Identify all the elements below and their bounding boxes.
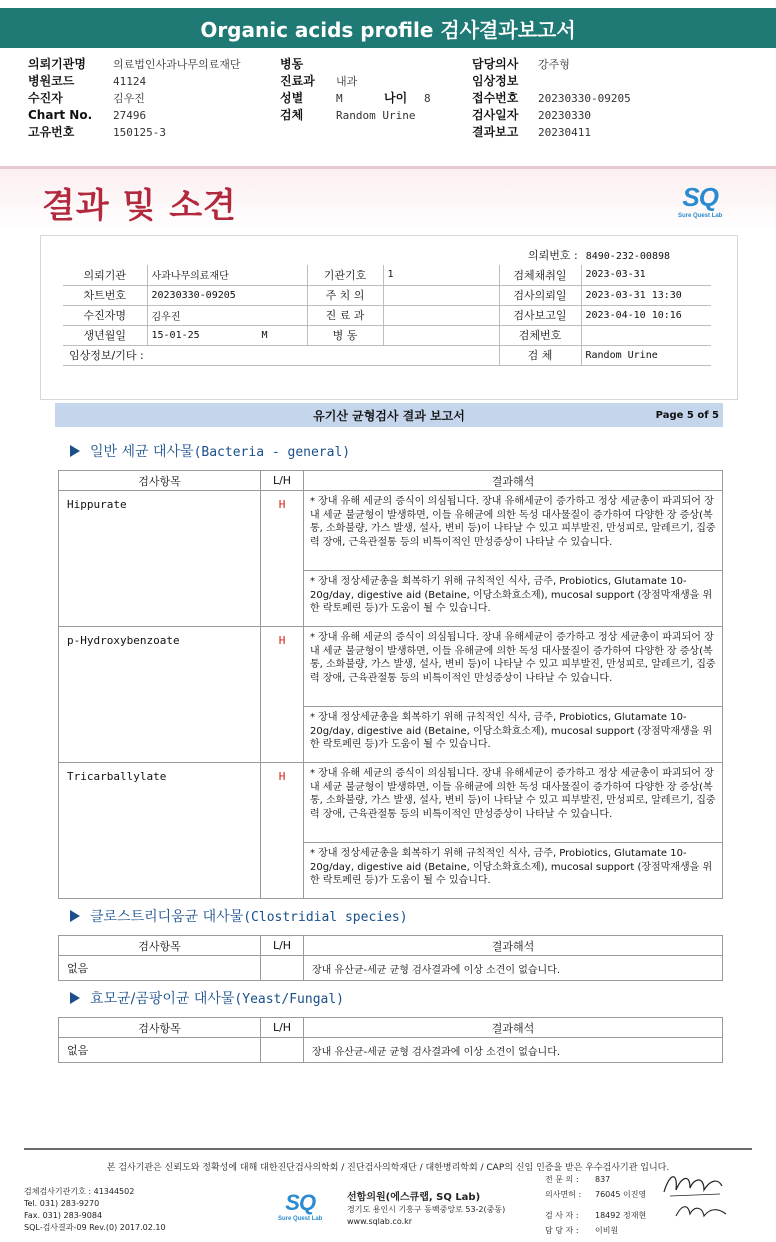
sex: M bbox=[261, 329, 268, 341]
info-row bbox=[63, 345, 711, 365]
header-label: 결과보고 bbox=[472, 125, 519, 139]
signatory-value: 18492 정재현 bbox=[595, 1211, 647, 1220]
header-col-2 bbox=[280, 56, 431, 124]
report-header-bar bbox=[55, 403, 723, 427]
report-title-bar bbox=[0, 8, 776, 48]
signature-doctor bbox=[660, 1168, 730, 1202]
info-value bbox=[383, 285, 499, 305]
column-header: L/H bbox=[261, 936, 304, 956]
signature-tester bbox=[672, 1202, 732, 1224]
info-value bbox=[147, 325, 307, 345]
info-value: 2023-04-10 10:16 bbox=[581, 305, 711, 325]
test-item: 없음 bbox=[59, 1038, 261, 1063]
header-label: 의뢰기관명 bbox=[28, 57, 86, 71]
header-label: 임상정보 bbox=[472, 74, 519, 88]
header-label: 성별 bbox=[280, 91, 304, 105]
logo-sub: Sure Quest Lab bbox=[678, 213, 723, 219]
info-key: 기관기호 bbox=[307, 265, 383, 285]
header-value: 내과 bbox=[336, 75, 358, 88]
interpretation: * 장내 정상세균총을 회복하기 위해 규칙적인 식사, 금주, Probiotics, Glutamate 10-20g/day, digestive aid (Betaine, 이당소화효소제), mucosal support (장점막재생을 위한 락토페린 등)가 도움이 될 수 있습니다. bbox=[304, 571, 723, 627]
lab-fax: Fax. 031) 283-9084 bbox=[24, 1211, 103, 1220]
info-key: 검사의뢰일 bbox=[499, 285, 581, 305]
page-indicator: Page 5 of 5 bbox=[655, 409, 719, 421]
request-number bbox=[528, 247, 670, 263]
table-header-row bbox=[59, 1018, 723, 1038]
lh-flag bbox=[261, 956, 304, 981]
header-value: 20230411 bbox=[538, 126, 591, 139]
header-label: 병동 bbox=[280, 57, 304, 71]
sq-lab-logo bbox=[678, 182, 722, 219]
signatory-row bbox=[545, 1223, 646, 1238]
test-item: Tricarballylate bbox=[59, 763, 261, 899]
signatory-label: 검 사 자 : bbox=[545, 1211, 579, 1220]
info-key: 임상정보/기타 : bbox=[63, 345, 499, 365]
signatory-label: 의사면허 : bbox=[545, 1190, 582, 1199]
header-label: 병원코드 bbox=[28, 74, 75, 88]
lh-flag bbox=[261, 1038, 304, 1063]
header-label: 검체 bbox=[280, 108, 304, 122]
triangle-bullet-icon bbox=[70, 445, 80, 457]
request-number-label: 의뢰번호 : bbox=[528, 249, 578, 262]
column-header: L/H bbox=[261, 471, 304, 491]
signatory-value: 이비원 bbox=[595, 1226, 619, 1235]
info-value: Random Urine bbox=[581, 345, 711, 365]
info-row bbox=[63, 305, 711, 325]
test-item: 없음 bbox=[59, 956, 261, 981]
info-value: 1 bbox=[383, 265, 499, 285]
interpretation: * 장내 유해 세균의 증식이 의심됩니다. 장내 유해세균이 증가하고 정상 세균총이 파괴되어 장내 세균 불균형이 발생하면, 이들 유해균에 의한 독성 대사물질이 증가하여 다양한 장 증상(복통, 소화불량, 가스 발생, 설사, 변비 등)이 나타날 수 있고 피부발진, 만성피로, 알레르기, 집중력 장애, 근육관절통 등의 비특이적인 만성증상이 나타날 수 있습니다. bbox=[304, 627, 723, 707]
info-row bbox=[63, 285, 711, 305]
header-value: 150125-3 bbox=[113, 126, 166, 139]
header-value: M bbox=[336, 92, 343, 105]
column-header: L/H bbox=[261, 1018, 304, 1038]
birth-date: 15-01-25 bbox=[151, 329, 200, 341]
patient-info-table bbox=[63, 265, 711, 366]
lab-code: 검체검사기관기호 : 41344502 bbox=[24, 1187, 135, 1196]
info-value bbox=[383, 325, 499, 345]
table-row bbox=[59, 491, 723, 571]
yeast-table bbox=[58, 1017, 723, 1063]
header-value: 20230330 bbox=[538, 109, 591, 122]
doc-revision: SQL-검사결과-09 Rev.(0) 2017.02.10 bbox=[24, 1223, 166, 1232]
section-title-yeast bbox=[70, 988, 344, 1008]
signatory-value: 76045 이진영 bbox=[595, 1190, 647, 1199]
info-value: 사과나무의료재단 bbox=[147, 265, 307, 285]
header-label: 접수번호 bbox=[472, 91, 519, 105]
header-value: 강주형 bbox=[538, 58, 570, 71]
section-title-bacteria bbox=[70, 441, 350, 461]
test-item: Hippurate bbox=[59, 491, 261, 627]
header-label: Chart No. bbox=[28, 108, 93, 122]
report-title-text: 유기산 균형검사 결과 보고서 bbox=[313, 408, 465, 423]
header-label: 검사일자 bbox=[472, 108, 519, 122]
info-key: 검사보고일 bbox=[499, 305, 581, 325]
info-key: 생년월일 bbox=[63, 325, 147, 345]
footer-divider bbox=[24, 1148, 752, 1150]
table-header-row bbox=[59, 471, 723, 491]
clostridial-table bbox=[58, 935, 723, 981]
signatory-row bbox=[545, 1187, 646, 1202]
header-col-3 bbox=[472, 56, 631, 141]
lab-tel: Tel. 031) 283-9270 bbox=[24, 1199, 100, 1208]
logo-sub: Sure Quest Lab bbox=[278, 1216, 323, 1222]
header-label: 고유번호 bbox=[28, 125, 75, 139]
info-value: 2023-03-31 bbox=[581, 265, 711, 285]
section-title-en: (Clostridial species) bbox=[243, 910, 408, 925]
table-row bbox=[59, 763, 723, 843]
sq-lab-footer-logo bbox=[278, 1190, 322, 1222]
section-title-ko: 클로스트리디움균 대사물 bbox=[90, 909, 244, 925]
info-key: 검 체 bbox=[499, 345, 581, 365]
header-value: 27496 bbox=[113, 109, 147, 122]
signatory-label: 전 문 의 : bbox=[545, 1175, 579, 1184]
table-row bbox=[59, 956, 723, 981]
info-row bbox=[63, 325, 711, 345]
section-title-clostridial bbox=[70, 906, 408, 926]
logo-main: SQ bbox=[285, 1190, 316, 1215]
info-value: 20230330-09205 bbox=[147, 285, 307, 305]
header-value: Random Urine bbox=[336, 109, 416, 122]
info-value: 김우진 bbox=[147, 305, 307, 325]
triangle-bullet-icon bbox=[70, 910, 80, 922]
interpretation: 장내 유산균-세균 균형 검사결과에 이상 소견이 없습니다. bbox=[304, 1038, 723, 1063]
info-key: 진 료 과 bbox=[307, 305, 383, 325]
signatory-row bbox=[545, 1208, 646, 1223]
column-header: 결과해석 bbox=[304, 936, 723, 956]
info-key: 검체번호 bbox=[499, 325, 581, 345]
info-key: 검체채취일 bbox=[499, 265, 581, 285]
org-name: 선함의원(에스큐랩, SQ Lab) bbox=[347, 1192, 481, 1203]
table-row bbox=[59, 1038, 723, 1063]
section-title-en: (Bacteria - general) bbox=[193, 445, 351, 460]
table-row bbox=[59, 627, 723, 707]
info-key: 의뢰기관 bbox=[63, 265, 147, 285]
interpretation: * 장내 정상세균총을 회복하기 위해 규칙적인 식사, 금주, Probiotics, Glutamate 10-20g/day, digestive aid (Betaine, 이당소화효소제), mucosal support (장점막재생을 위한 락토페린 등)가 도움이 될 수 있습니다. bbox=[304, 707, 723, 763]
section-title-ko: 효모균/곰팡이균 대사물 bbox=[90, 991, 235, 1007]
divider bbox=[0, 166, 776, 169]
table-header-row bbox=[59, 936, 723, 956]
signatories bbox=[545, 1172, 646, 1238]
column-header: 결과해석 bbox=[304, 471, 723, 491]
info-key: 차트번호 bbox=[63, 285, 147, 305]
info-value: 2023-03-31 13:30 bbox=[581, 285, 711, 305]
triangle-bullet-icon bbox=[70, 992, 80, 1004]
signatory-row bbox=[545, 1172, 646, 1187]
org-website: www.sqlab.co.kr bbox=[347, 1217, 413, 1226]
header-label: 진료과 bbox=[280, 74, 315, 88]
test-item: p-Hydroxybenzoate bbox=[59, 627, 261, 763]
column-header: 검사항목 bbox=[59, 936, 261, 956]
section-title-en: (Yeast/Fungal) bbox=[234, 992, 344, 1007]
header-label: 담당의사 bbox=[472, 57, 519, 71]
report-title: Organic acids profile 검사결과보고서 bbox=[200, 17, 576, 42]
header-value: 20230330-09205 bbox=[538, 92, 631, 105]
signatory-value: 837 bbox=[595, 1175, 611, 1184]
info-key: 주 치 의 bbox=[307, 285, 383, 305]
column-header: 검사항목 bbox=[59, 471, 261, 491]
org-address: 경기도 용인시 기흥구 동백중앙로 53-2(중동) bbox=[347, 1205, 506, 1214]
header-value: 41124 bbox=[113, 75, 147, 88]
info-key: 병 동 bbox=[307, 325, 383, 345]
interpretation: * 장내 유해 세균의 증식이 의심됩니다. 장내 유해세균이 증가하고 정상 세균총이 파괴되어 장내 세균 불균형이 발생하면, 이들 유해균에 의한 독성 대사물질이 증가하여 다양한 장 증상(복통, 소화불량, 가스 발생, 설사, 변비 등)이 나타날 수 있고 피부발진, 만성피로, 알레르기, 집중력 장애, 근육관절통 등의 비특이적인 만성증상이 나타날 수 있습니다. bbox=[304, 763, 723, 843]
lh-flag: H bbox=[261, 627, 304, 763]
header-value: 김우진 bbox=[113, 92, 145, 105]
age-value: 8 bbox=[424, 92, 431, 105]
accreditation-note: 본 검사기관은 신뢰도와 정확성에 대해 대한진단검사의학회 / 진단검사의학재단 / 대한병리학회 / CAP의 신임 인증을 받은 우수검사기관 입니다. bbox=[106, 1163, 670, 1173]
lh-flag: H bbox=[261, 491, 304, 627]
signatory-label: 담 당 자 : bbox=[545, 1226, 579, 1235]
column-header: 검사항목 bbox=[59, 1018, 261, 1038]
result-title: 결과 및 소견 bbox=[42, 186, 237, 226]
interpretation: * 장내 유해 세균의 증식이 의심됩니다. 장내 유해세균이 증가하고 정상 세균총이 파괴되어 장내 세균 불균형이 발생하면, 이들 유해균에 의한 독성 대사물질이 증가하여 다양한 장 증상(복통, 소화불량, 가스 발생, 설사, 변비 등)이 나타날 수 있고 피부발진, 만성피로, 알레르기, 집중력 장애, 근육관절통 등의 비특이적인 만성증상이 나타날 수 있습니다. bbox=[304, 491, 723, 571]
header-col-1 bbox=[28, 56, 241, 141]
header-value: 의료법인사과나무의료재단 bbox=[113, 58, 241, 71]
interpretation: * 장내 정상세균총을 회복하기 위해 규칙적인 식사, 금주, Probiotics, Glutamate 10-20g/day, digestive aid (Betaine, 이당소화효소제), mucosal support (장점막재생을 위한 락토페린 등)가 도움이 될 수 있습니다. bbox=[304, 843, 723, 899]
logo-main: SQ bbox=[682, 182, 718, 212]
lh-flag: H bbox=[261, 763, 304, 899]
column-header: 결과해석 bbox=[304, 1018, 723, 1038]
info-value bbox=[581, 325, 711, 345]
info-value bbox=[383, 305, 499, 325]
info-key: 수진자명 bbox=[63, 305, 147, 325]
section-title-ko: 일반 세균 대사물 bbox=[90, 444, 194, 460]
info-row bbox=[63, 265, 711, 285]
interpretation: 장내 유산균-세균 균형 검사결과에 이상 소견이 없습니다. bbox=[304, 956, 723, 981]
header-label: 수진자 bbox=[28, 91, 63, 105]
age-label: 나이 bbox=[384, 91, 408, 105]
org-info bbox=[347, 1192, 505, 1228]
request-number-value: 8490-232-00898 bbox=[585, 251, 671, 262]
bacteria-table bbox=[58, 470, 723, 899]
lab-contact bbox=[24, 1186, 166, 1234]
